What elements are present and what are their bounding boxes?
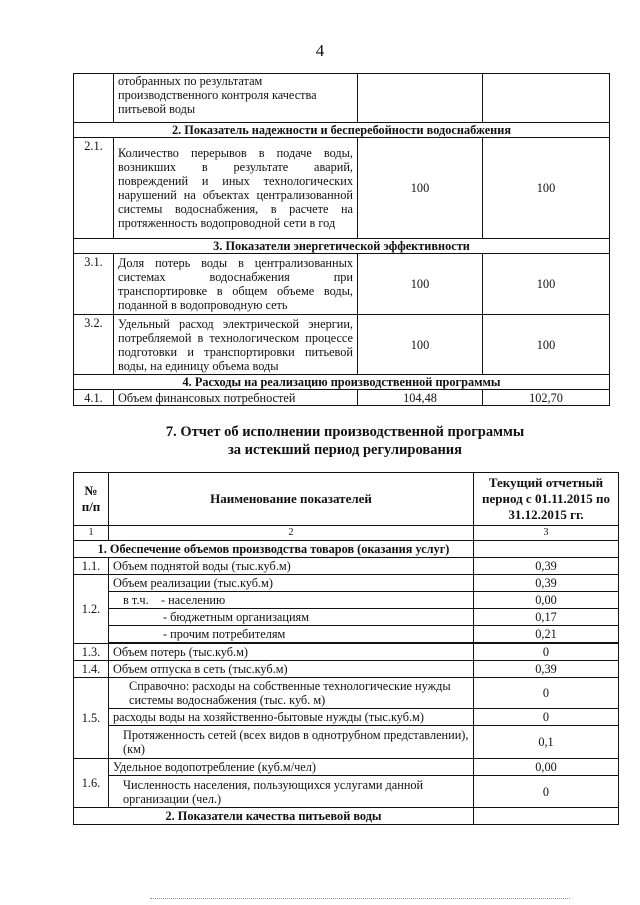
row-number: 1.5. — [74, 678, 109, 759]
row-number: 1.6. — [74, 759, 109, 808]
row-number: 3.1. — [74, 254, 114, 315]
value-cell: 100 — [358, 138, 483, 239]
row-number: 4.1. — [74, 390, 114, 406]
col-header-num: № п/п — [74, 473, 109, 526]
section-row — [74, 123, 610, 138]
section-row — [74, 541, 619, 558]
row-text: Доля потерь воды в централизованных системах водоснабжения при транспортировке в общем объеме воды, поданной в водопроводную сеть — [114, 254, 358, 315]
value-cell: 0,21 — [474, 626, 619, 643]
table-row — [74, 626, 619, 643]
row-text: Объем реализации (тыс.куб.м) — [109, 575, 474, 592]
page-number: 4 — [315, 41, 325, 60]
row-text: Объем потерь (тыс.куб.м) — [109, 644, 474, 661]
section-heading: 2. Показатели качества питьевой воды — [74, 808, 474, 825]
table-row — [74, 644, 619, 661]
table-row — [74, 74, 610, 123]
value-cell: 100 — [358, 254, 483, 315]
table-row — [74, 390, 610, 406]
row-text: в т.ч. - населению — [109, 592, 474, 609]
section-row — [74, 239, 610, 254]
value-cell: 0 — [474, 678, 619, 709]
row-number: 1.4. — [74, 661, 109, 678]
row-text: Удельный расход электрической энергии, потребляемой в технологическом процессе подготовки и транспортировки питьевой воды, на единицу объема воды — [114, 315, 358, 375]
value-cell: 0 — [474, 709, 619, 726]
indicators-table — [73, 73, 610, 406]
col-header-period: Текущий отчетный период с 01.11.2015 по 31.12.2015 гг. — [474, 473, 619, 526]
row-text: - прочим потребителям — [109, 626, 474, 643]
row-text: Количество перерывов в подаче воды, возникших в результате аварий, повреждений и иных технологических нарушений на объектах централизованной системы водоснабжения, в расчете на протяженность водопроводной сети в год — [114, 138, 358, 239]
row-text: Протяженность сетей (всех видов в однотрубном представлении), (км) — [109, 726, 474, 759]
value-cell: 0 — [474, 776, 619, 808]
row-text: Объем финансовых потребностей — [114, 390, 358, 406]
value-cell: 104,48 — [358, 390, 483, 406]
section-heading: 1. Обеспечение объемов производства товаров (оказания услуг) — [74, 541, 474, 558]
value-cell: 100 — [483, 315, 610, 375]
table-row — [74, 575, 619, 592]
row-number: 1.1. — [74, 558, 109, 575]
value-cell: 0,00 — [474, 759, 619, 776]
row-text: расходы воды на хозяйственно-бытовые нужды (тыс.куб.м) — [109, 709, 474, 726]
header-row — [74, 473, 619, 526]
value-cell: 0,1 — [474, 726, 619, 759]
value-cell: 100 — [483, 138, 610, 239]
value-cell: 102,70 — [483, 390, 610, 406]
row-number: 1.3. — [74, 644, 109, 661]
row-text: Численность населения, пользующихся услугами данной организации (чел.) — [109, 776, 474, 808]
table-row — [74, 726, 619, 759]
table-row — [74, 315, 610, 375]
section-row — [74, 808, 619, 825]
value-cell: 100 — [358, 315, 483, 375]
table-row — [74, 678, 619, 709]
row-text: Справочно: расходы на собственные технологические нужды системы водоснабжения (тыс. куб. м) — [109, 678, 474, 709]
table-row — [74, 592, 619, 609]
col-header-name: Наименование показателей — [109, 473, 474, 526]
page-bottom-divider — [150, 898, 570, 899]
table-row — [74, 776, 619, 808]
table-row — [74, 709, 619, 726]
row-number: 2.1. — [74, 138, 114, 239]
table-row — [74, 661, 619, 678]
report-table — [73, 472, 619, 825]
row-number: 1.2. — [74, 575, 109, 644]
report-title: 7. Отчет об исполнении производственной программы за истекший период регулирования — [165, 424, 525, 458]
row-text: Удельное водопотребление (куб.м/чел) — [109, 759, 474, 776]
value-cell: 0,39 — [474, 558, 619, 575]
table-row — [74, 609, 619, 626]
section-row — [74, 375, 610, 390]
row-text: Объем отпуска в сеть (тыс.куб.м) — [109, 661, 474, 678]
table-row — [74, 759, 619, 776]
value-cell: 0,39 — [474, 661, 619, 678]
value-cell: 100 — [483, 254, 610, 315]
value-cell: 0,39 — [474, 575, 619, 592]
section-heading: 3. Показатели энергетической эффективности — [74, 239, 610, 254]
row-text: отобранных по результатам производственного контроля качества питьевой воды — [114, 74, 358, 123]
row-text: - бюджетным организациям — [109, 609, 474, 626]
colnum-row: 1 2 3 — [74, 526, 619, 541]
table-row — [74, 558, 619, 575]
value-cell: 0,00 — [474, 592, 619, 609]
value-cell: 0 — [474, 644, 619, 661]
section-heading: 4. Расходы на реализацию производственной программы — [74, 375, 610, 390]
row-text: Объем поднятой воды (тыс.куб.м) — [109, 558, 474, 575]
section-heading: 2. Показатель надежности и бесперебойности водоснабжения — [74, 123, 610, 138]
row-number: 3.2. — [74, 315, 114, 375]
table-row — [74, 138, 610, 239]
table-row — [74, 254, 610, 315]
value-cell: 0,17 — [474, 609, 619, 626]
